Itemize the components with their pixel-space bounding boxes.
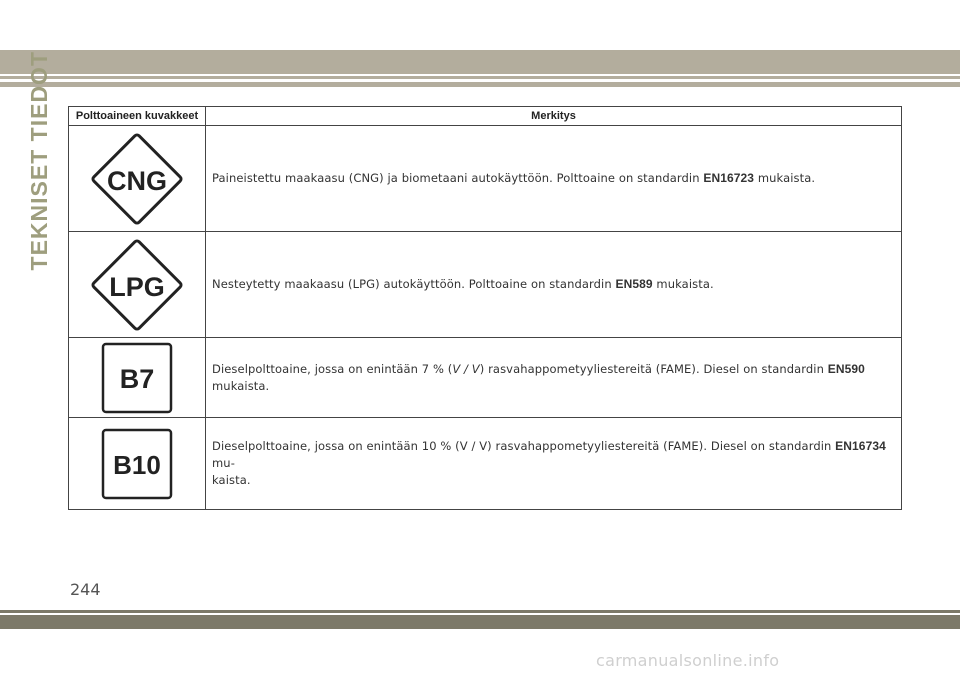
meaning-text-end: mukaista.: [754, 171, 816, 185]
table-row: [69, 126, 902, 232]
b10-icon-label: B10: [113, 449, 161, 480]
meaning-text: Dieselpolttoaine, jossa on enintään 10 % (V / V) rasvahappometyyliestereitä (FAME). Diesel on standardin: [212, 439, 836, 453]
meaning-cell: [206, 338, 902, 418]
icon-cell: [69, 338, 206, 418]
meaning-text-end: mukaista.: [212, 378, 270, 393]
lpg-icon-label: LPG: [109, 271, 165, 302]
icon-cell: [69, 418, 206, 510]
meaning-text: Nesteytetty maakaasu (LPG) autokäyttöön. Polttoaine on standardin: [212, 277, 616, 291]
meaning-text-mid: ) rasvahappometyyliestereitä (FAME). Diesel on standardin: [479, 361, 828, 376]
table-row: [69, 232, 902, 338]
meaning-cell: [206, 418, 902, 510]
b7-icon-label: B7: [119, 363, 155, 394]
meaning-text-line2: kaista.: [212, 473, 251, 487]
side-title-text: TEKNISET TIEDOT: [25, 50, 52, 270]
footer-rule: [0, 610, 960, 613]
meaning-text: Paineistettu maakaasu (CNG) ja biometaani autokäyttöön. Polttoaine on standardin: [212, 171, 704, 185]
section-side-title: [25, 50, 52, 270]
header-rule: [0, 76, 960, 79]
header-rule-lower: [0, 82, 960, 87]
lpg-icon: [85, 233, 189, 337]
meaning-text-end: mukaista.: [652, 277, 714, 291]
cng-icon-label: CNG: [107, 165, 167, 196]
b7-icon: [100, 341, 174, 415]
icon-cell: [69, 126, 206, 232]
icon-cell: [69, 232, 206, 338]
watermark-text: carmanualsonline.info: [596, 651, 780, 670]
footer-band: [0, 615, 960, 629]
table-row: [69, 338, 902, 418]
header-meaning: Merkitys: [206, 107, 902, 126]
fuel-icons-table: [68, 106, 902, 510]
header-band: [0, 50, 960, 74]
header-fuel-icons: Polttoaineen kuvakkeet: [69, 107, 206, 126]
b10-icon: [100, 427, 174, 501]
meaning-cell: [206, 126, 902, 232]
page-number: 244: [70, 580, 101, 599]
table-header-row: [69, 107, 902, 126]
standard-code: EN16723: [703, 171, 755, 185]
table-row: [69, 418, 902, 510]
standard-code: EN16734: [835, 439, 886, 453]
standard-code: EN589: [615, 277, 653, 291]
meaning-text: Dieselpolttoaine, jossa on enintään 7 % (: [212, 361, 453, 376]
meaning-cell: [206, 232, 902, 338]
cng-icon: [85, 127, 189, 231]
meaning-text-italic: V / V: [452, 361, 480, 376]
meaning-text-end: mu-: [212, 456, 235, 470]
standard-code: EN590: [827, 361, 865, 376]
